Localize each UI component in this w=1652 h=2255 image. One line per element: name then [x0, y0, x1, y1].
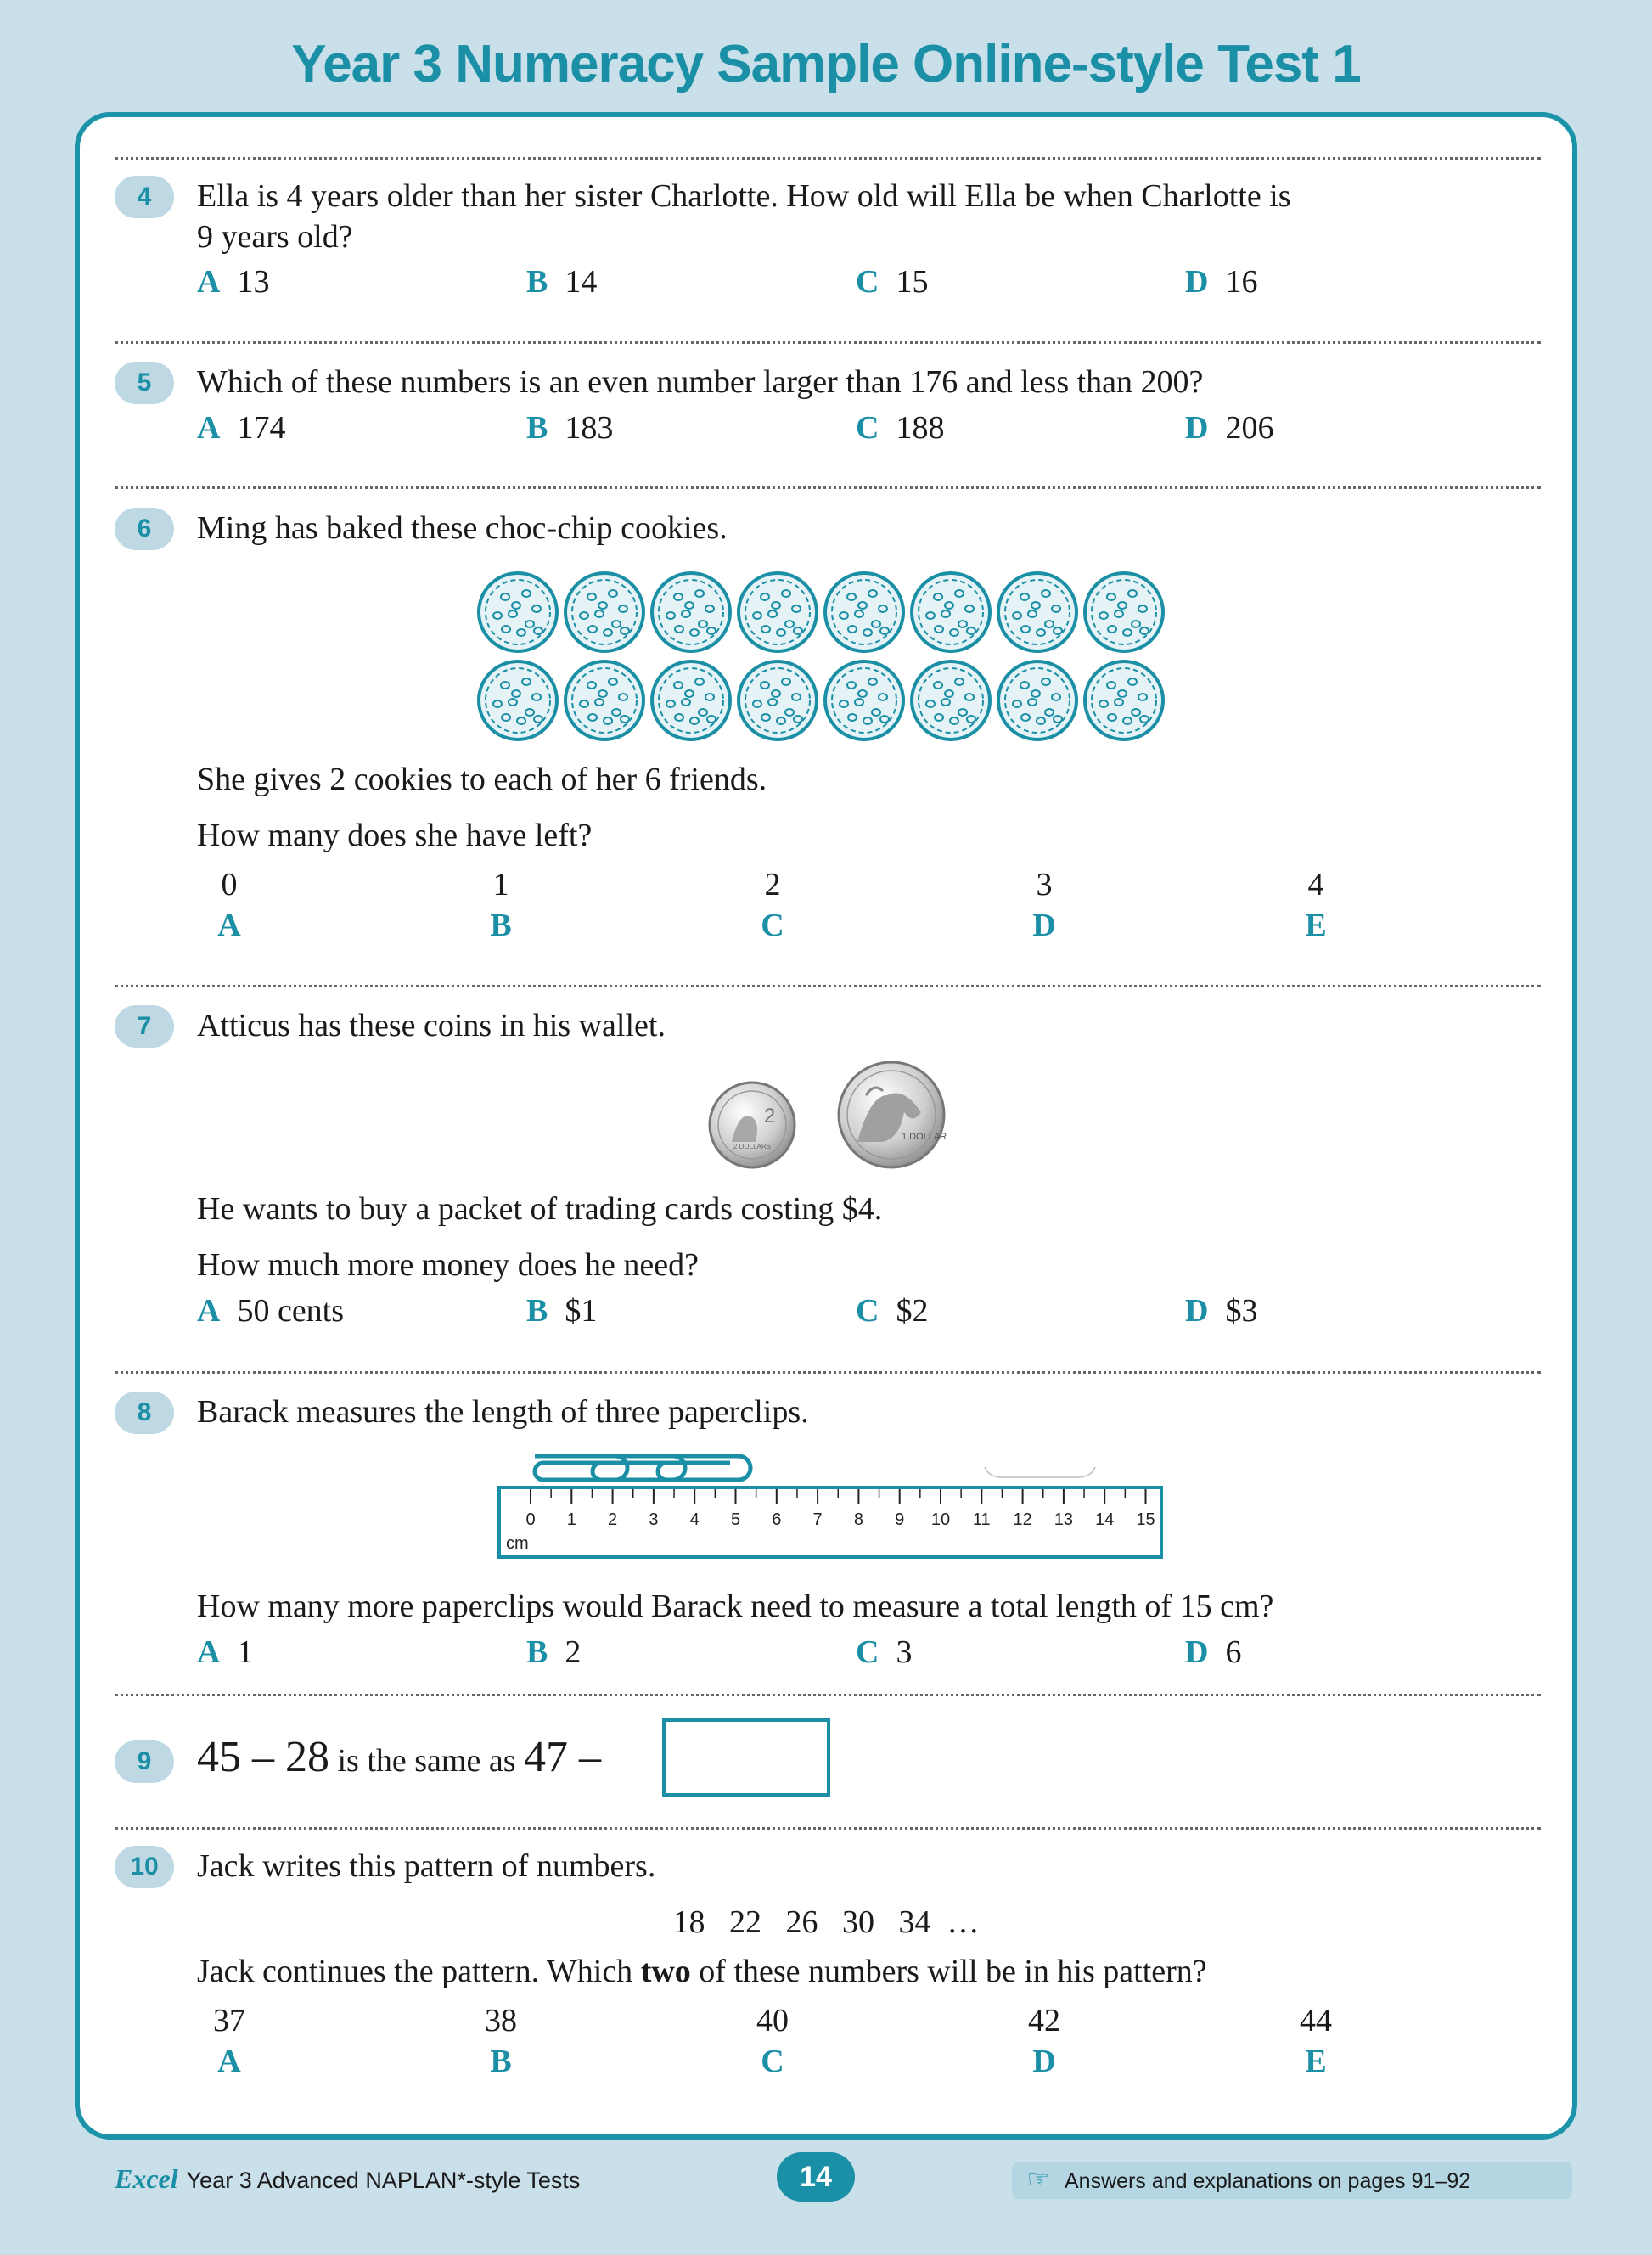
question-text: Barack measures the length of three paperclips.	[197, 1394, 809, 1430]
option-letter: A	[217, 2044, 241, 2079]
option-a[interactable]	[197, 409, 285, 447]
cookie-icon	[739, 661, 817, 739]
option-value: 40	[756, 2003, 789, 2038]
option-letter: B	[490, 908, 512, 943]
question-text	[197, 176, 1291, 257]
option-letter: A	[217, 908, 241, 943]
option-value: 37	[213, 2003, 245, 2038]
ruler-tick-label: 8	[853, 1510, 863, 1529]
option-value: 188	[896, 410, 945, 446]
cookie-icon	[565, 661, 643, 739]
ruler-tick-label: 0	[525, 1510, 536, 1529]
option-letter: C	[856, 264, 879, 300]
svg-text:2: 2	[764, 1105, 776, 1128]
coin-small-label: 2 DOLLARS	[733, 1143, 772, 1150]
brand-logo: Excel	[115, 2163, 178, 2194]
page-number-badge: 14	[777, 2152, 855, 2202]
ruler-tick-label: 2	[608, 1510, 618, 1529]
option-value: $3	[1225, 1293, 1258, 1329]
question-number: 5	[115, 362, 174, 404]
cookie-icon	[825, 661, 903, 739]
option-letter: A	[197, 410, 221, 446]
expression-right: 47 –	[524, 1733, 602, 1781]
one-dollar-coin-icon	[839, 1062, 947, 1167]
option-letter: D	[1185, 410, 1209, 446]
option-letter: C	[856, 1293, 879, 1329]
option-value: 0	[221, 867, 238, 903]
ruler-tick-label: 3	[649, 1510, 659, 1529]
two-dollar-coin-icon	[710, 1083, 795, 1167]
separator	[115, 486, 1541, 489]
question-text-bold: two	[640, 1954, 691, 1989]
coins-illustration	[705, 1061, 959, 1172]
option-c[interactable]	[856, 263, 928, 301]
cookie-icon	[479, 661, 557, 739]
cookie-icon	[652, 661, 730, 739]
question-number: 10	[115, 1846, 174, 1888]
separator	[115, 341, 1541, 344]
option-letter: B	[526, 1293, 548, 1329]
ruler-unit: cm	[506, 1534, 529, 1553]
option-value: 38	[485, 2003, 517, 2038]
option-letter: B	[526, 264, 548, 300]
ruler-illustration	[492, 1443, 1172, 1562]
cookie-icon	[912, 573, 990, 651]
option-c[interactable]	[856, 1634, 912, 1671]
page-title: Year 3 Numeracy Sample Online-style Test 1	[291, 35, 1361, 93]
separator	[115, 985, 1541, 987]
option-value: 206	[1225, 410, 1274, 446]
option-value: 174	[237, 410, 286, 446]
question-text: He wants to buy a packet of trading cards costing $4.	[197, 1191, 883, 1227]
option-a[interactable]	[204, 864, 255, 946]
ruler-tick-label: 4	[689, 1510, 700, 1529]
question-line: Ella is 4 years older than her sister Charlotte. How old will Ella be when Charlotte is	[197, 178, 1291, 214]
cookie-icon	[479, 573, 557, 651]
option-letter: B	[526, 410, 548, 446]
option-letter: A	[197, 1293, 221, 1329]
option-value: 3	[896, 1634, 913, 1670]
question-number: 4	[115, 176, 174, 218]
option-value: 2	[565, 1634, 582, 1670]
ruler-tick-label: 5	[730, 1510, 741, 1529]
option-b[interactable]	[526, 1634, 581, 1671]
pointing-hand-icon: ☞	[1026, 2166, 1050, 2194]
option-value: 50 cents	[237, 1293, 345, 1329]
question-text: Atticus has these coins in his wallet.	[197, 1008, 666, 1043]
cookie-icon	[739, 573, 817, 651]
question-text-pre: Jack continues the pattern. Which	[197, 1954, 641, 1989]
option-letter: D	[1185, 264, 1209, 300]
ruler-tick-label: 14	[1095, 1510, 1115, 1529]
separator	[115, 1694, 1541, 1696]
option-value: $2	[896, 1293, 929, 1329]
option-c[interactable]	[747, 2000, 798, 2082]
question-text-post: of these numbers will be in his pattern?	[690, 1954, 1207, 1989]
option-d[interactable]	[1185, 1634, 1241, 1671]
option-a[interactable]	[197, 1634, 253, 1671]
option-e[interactable]	[1290, 864, 1341, 946]
option-letter: A	[197, 1634, 221, 1670]
option-letter: E	[1305, 2044, 1327, 2079]
option-letter: D	[1185, 1634, 1209, 1670]
option-letter: C	[761, 908, 784, 943]
option-b[interactable]	[526, 409, 613, 447]
cookie-icon	[565, 573, 643, 651]
question-text: She gives 2 cookies to each of her 6 friends.	[197, 762, 767, 797]
option-value: 1	[237, 1634, 254, 1670]
option-letter: B	[490, 2044, 512, 2079]
cookies-illustration	[475, 567, 1180, 745]
option-b[interactable]	[526, 263, 597, 301]
question-text: How many more paperclips would Barack need to measure a total length of 15 cm?	[197, 1589, 1274, 1624]
ruler-tick-label: 13	[1054, 1510, 1074, 1529]
option-value: 2	[764, 867, 781, 903]
option-b[interactable]	[475, 2000, 526, 2082]
option-d[interactable]	[1019, 864, 1070, 946]
answers-reference-text: Answers and explanations on pages 91–92	[1065, 2169, 1471, 2193]
option-value: $1	[565, 1293, 598, 1329]
option-letter: E	[1305, 908, 1327, 943]
question-number: 9	[115, 1740, 174, 1783]
option-value: 42	[1028, 2003, 1060, 2038]
option-a[interactable]	[197, 263, 269, 301]
number-pattern: 18 22 26 30 34 …	[672, 1904, 980, 1940]
option-value: 16	[1225, 264, 1258, 300]
cookie-icon	[1085, 573, 1163, 651]
option-value: 1	[492, 867, 509, 903]
option-a[interactable]	[197, 1292, 344, 1330]
expression-middle: is the same as	[337, 1743, 516, 1779]
option-value: 4	[1307, 867, 1324, 903]
ruler-tick-label: 15	[1136, 1510, 1155, 1529]
option-c[interactable]	[856, 1292, 928, 1330]
option-letter: D	[1185, 1293, 1209, 1329]
option-letter: D	[1032, 2044, 1056, 2079]
ruler-tick-label: 7	[812, 1510, 823, 1529]
option-value: 14	[565, 264, 598, 300]
question-text: How many does she have left?	[197, 818, 593, 853]
question-text: Which of these numbers is an even number larger than 176 and less than 200?	[197, 364, 1204, 400]
question-number: 7	[115, 1005, 174, 1048]
ruler-tick-label: 6	[772, 1510, 782, 1529]
ruler-tick-label: 9	[895, 1510, 905, 1529]
cookie-icon	[825, 573, 903, 651]
option-value: 15	[896, 264, 929, 300]
cookie-icon	[998, 573, 1076, 651]
option-d[interactable]	[1185, 1292, 1257, 1330]
question-text: How much more money does he need?	[197, 1247, 699, 1283]
question-number: 6	[115, 508, 174, 550]
option-letter: D	[1032, 908, 1056, 943]
option-letter: C	[856, 410, 879, 446]
coin-large-label: 1 DOLLAR	[902, 1132, 947, 1142]
option-letter: B	[526, 1634, 548, 1670]
cookie-icon	[998, 661, 1076, 739]
book-title: Year 3 Advanced NAPLAN*-style Tests	[186, 2168, 581, 2193]
option-letter: A	[197, 264, 221, 300]
option-letter: C	[856, 1634, 879, 1670]
separator	[115, 1371, 1541, 1374]
option-value: 44	[1300, 2003, 1332, 2038]
option-c[interactable]	[747, 864, 798, 946]
ruler-tick-label: 10	[930, 1510, 951, 1529]
option-d[interactable]	[1019, 2000, 1070, 2082]
option-value: 3	[1036, 867, 1053, 903]
option-value: 6	[1225, 1634, 1242, 1670]
option-value: 13	[237, 264, 270, 300]
option-b[interactable]	[475, 864, 526, 946]
answer-input-box[interactable]	[662, 1718, 830, 1797]
answers-reference	[1012, 2162, 1572, 2199]
question-text: Jack writes this pattern of numbers.	[197, 1848, 656, 1884]
ruler-tick-label: 11	[972, 1510, 991, 1529]
option-letter: C	[761, 2044, 784, 2079]
option-d[interactable]	[1185, 263, 1257, 301]
separator	[115, 157, 1541, 160]
question-text	[197, 1951, 1207, 1992]
question-text	[197, 1730, 601, 1788]
expression-left: 45 – 28	[197, 1733, 329, 1781]
question-line: 9 years old?	[197, 219, 353, 255]
option-e[interactable]	[1290, 2000, 1341, 2082]
cookie-icon	[912, 661, 990, 739]
paperclips-icon	[535, 1456, 1095, 1480]
footer-book-title	[115, 2163, 580, 2195]
ruler-tick-label: 12	[1013, 1510, 1032, 1529]
option-value: 183	[565, 410, 614, 446]
option-c[interactable]	[856, 409, 944, 447]
ruler-tick-label: 1	[566, 1510, 576, 1529]
option-b[interactable]	[526, 1292, 597, 1330]
option-a[interactable]	[204, 2000, 255, 2082]
cookie-icon	[1085, 661, 1163, 739]
question-number: 8	[115, 1392, 174, 1434]
option-d[interactable]	[1185, 409, 1273, 447]
cookie-icon	[652, 573, 730, 651]
question-text: Ming has baked these choc-chip cookies.	[197, 510, 728, 546]
separator	[115, 1827, 1541, 1830]
